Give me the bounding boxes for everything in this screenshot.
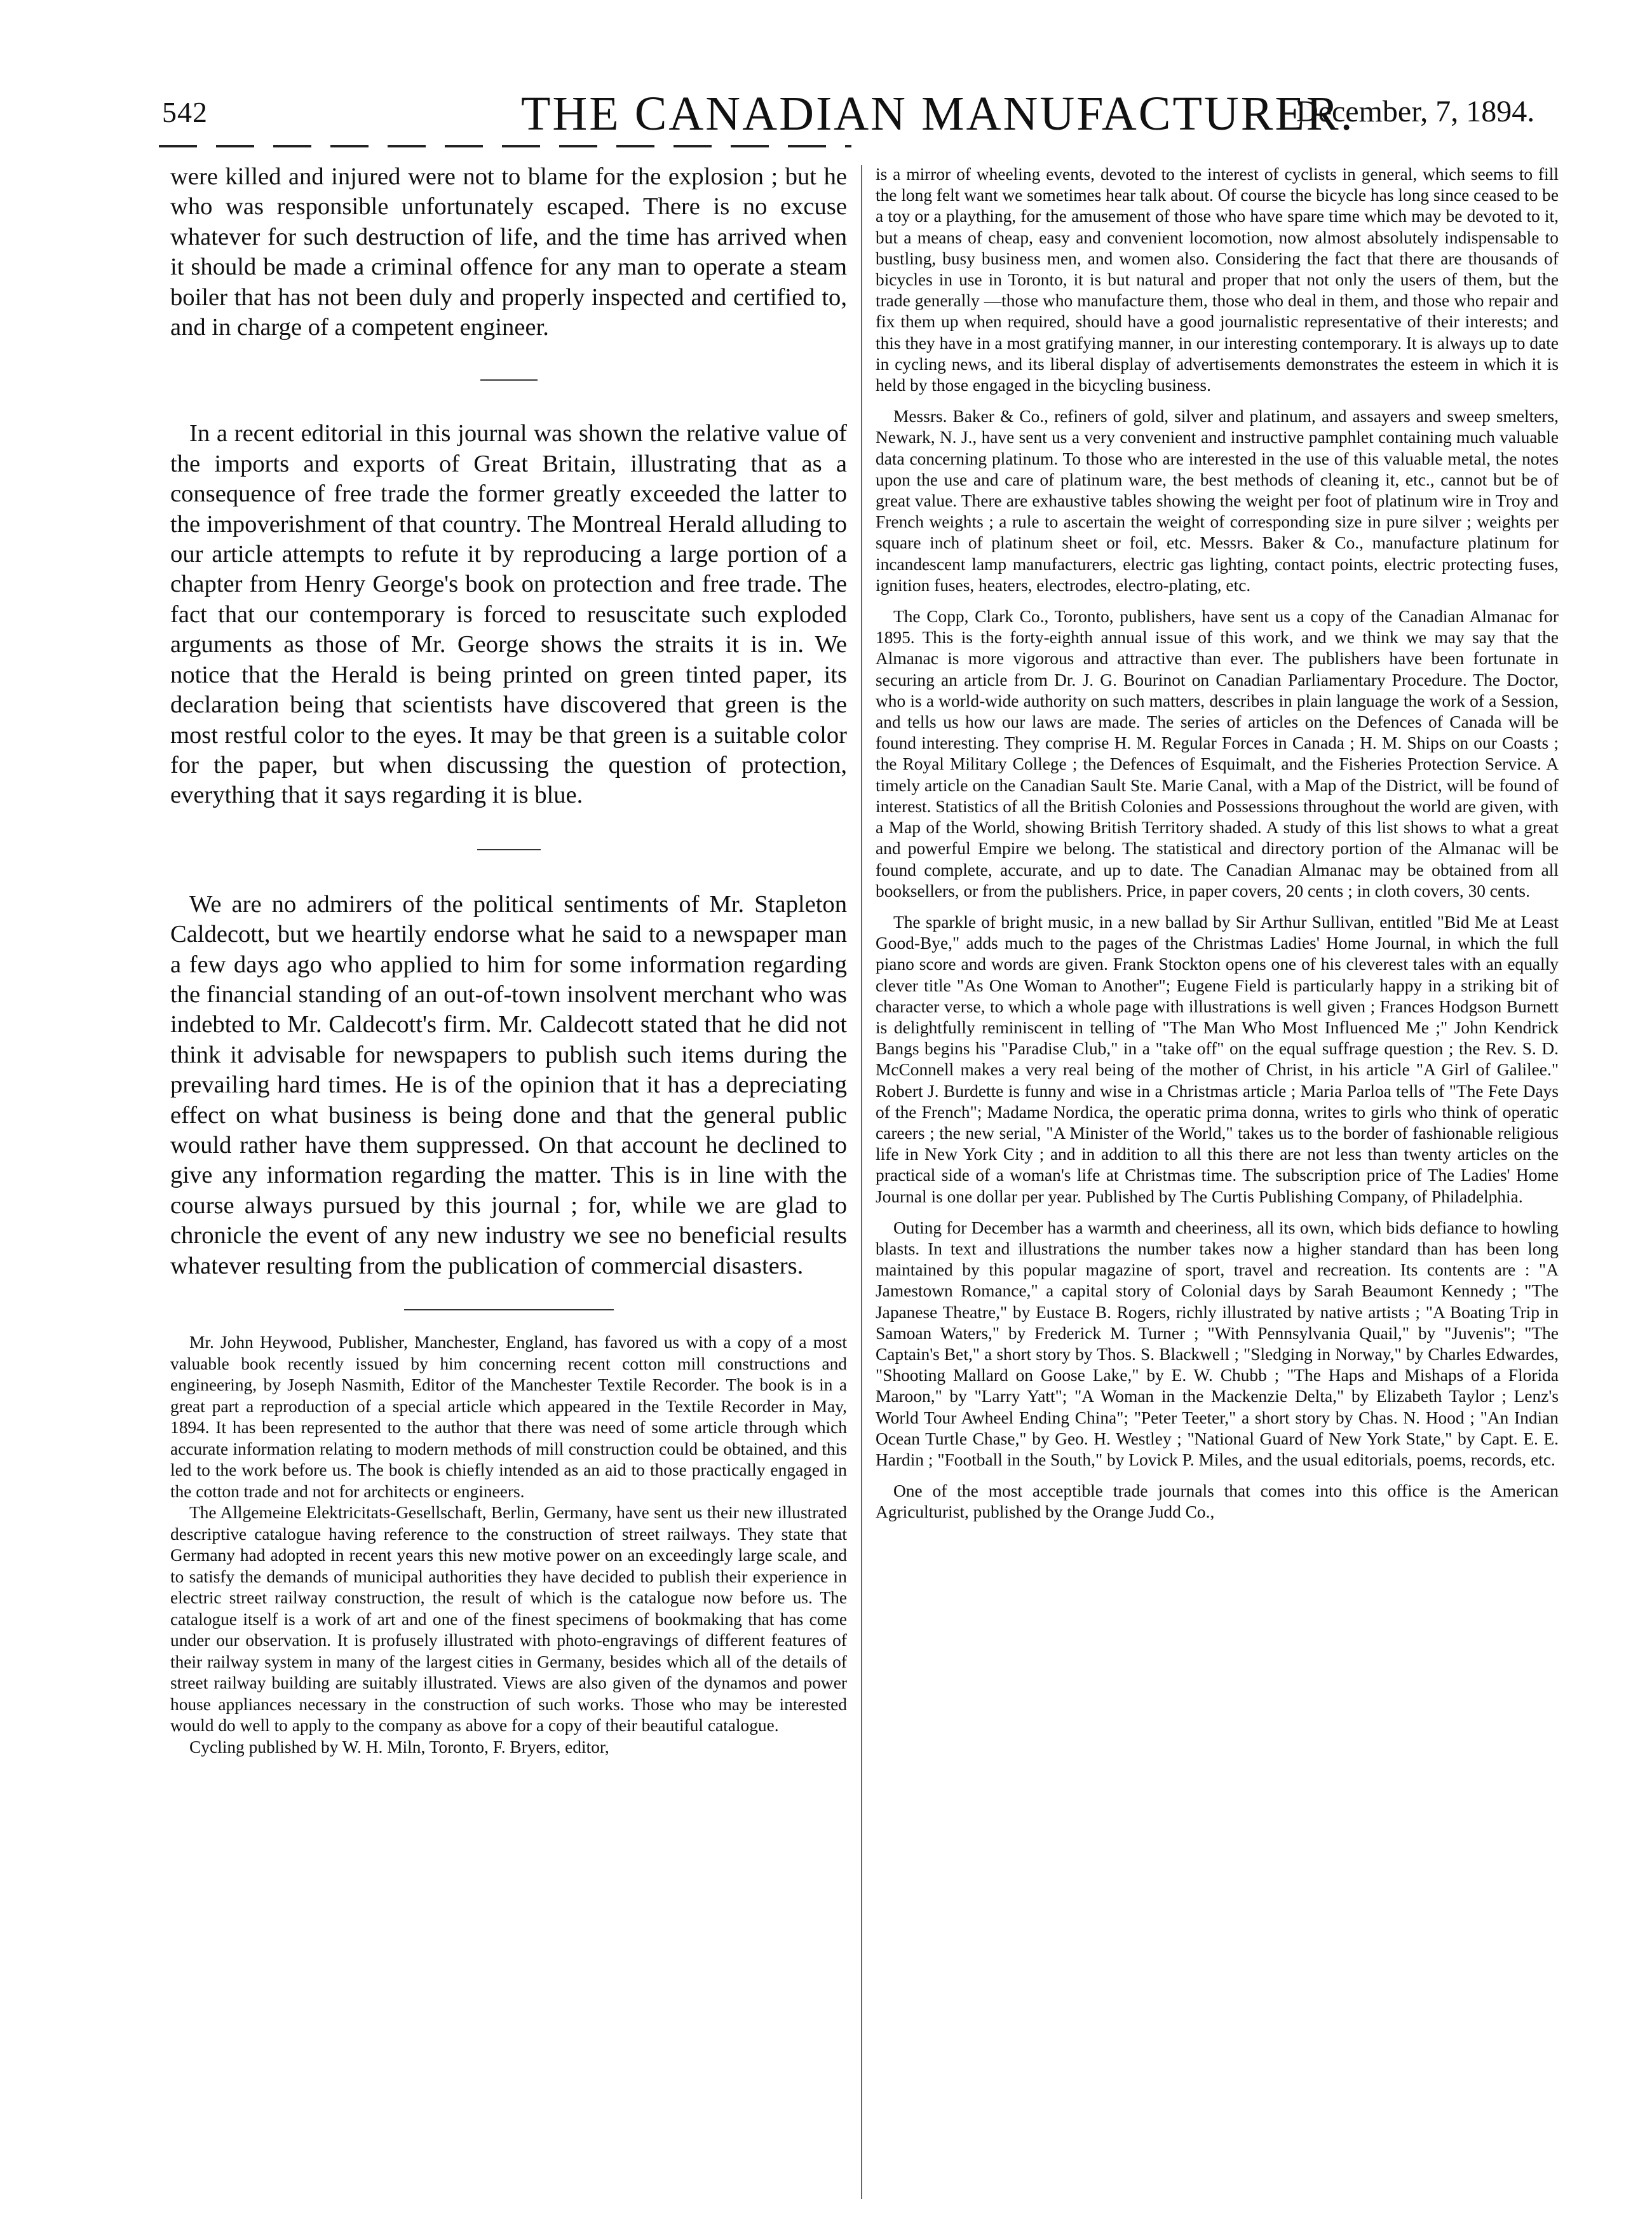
left-column: [170, 162, 847, 1758]
book-notices: [170, 1332, 847, 1758]
notice-elektricitats: The Allgemeine Elektricitats-Gesellschaft, Berlin, Germany, have sent us their new illustrated descriptive catalogue having reference to the construction of street railways. They state that Germany had adopted in recent years this new motive power on an exceedingly large scale, and to satisfy the demands of municipal authorities they have decided to publish their experience in electric street railway construction, the result of which is the catalogue now before us. The catalogue itself is a work of art and one of the finest specimens of bookmaking that has come under our observation. It is profusely illustrated with photo-engravings of different features of their railway system in many of the largest cities in Germany, besides which all of the details of street railway building are suitably illustrated. Views are also given of the dynamos and power house appliances necessary in the construction of such works. Those who may be interested would do well to apply to the company as above for a copy of their beautiful catalogue.: [170, 1503, 847, 1735]
notice-cycling-cont: is a mirror of wheeling events, devoted to the interest of cyclists in general, which seems to fill the long felt want we sometimes hear talk about. Of course the bicycle has long since ceased to be a toy or a plaything, for the amusement of those who have spare time which may be devoted to it, but a means of cheap, easy and convenient locomotion, now almost absolutely indispensable to bustling, busy business men, and women also. Considering the fact that there are thousands of bicycles in use in Toronto, it is but natural and proper that not only the users of them, but the trade generally —those who manufacture them, those who deal in them, and those who repair and fix them up when required, should have a good journalistic representative of their interests; and this they have in a most gratifying manner, in our interesting contemporary. It is always up to date in cycling news, and its liberal display of advertisements demonstrates the esteem in which it is held by those engaged in the bicycling business.: [876, 165, 1559, 395]
section-divider: [480, 379, 538, 381]
editorial-boiler-paragraph: were killed and injured were not to blame for the explosion ; but he who was responsible unfortunately escaped. There is no excuse whatever for such destruction of life, and the time has arrived when it should be made a criminal offence for any man to operate a steam boiler that has not been duly and properly inspected and certified to, and in charge of a competent engineer.: [170, 163, 847, 341]
editorial-caldecott-paragraph: We are no admirers of the political sentiments of Mr. Stapleton Caldecott, but we heartily endorse what he said to a newspaper man a few days ago who applied to him for some information regarding the financial standing of an out-of-town insolvent merchant who was indebted to Mr. Caldecott's firm. Mr. Caldecott stated that he did not think it advisable for newspapers to publish such items during the prevailing hard times. He is of the opinion that it has a depreciating effect on what business is being done and that the general public would rather have them suppressed. On that account he declined to give any information regarding the matter. This is in line with the course always pursued by this journal ; for, while we are glad to chronicle the event of any new industry we see no beneficial results whatever resulting from the publication of commercial disasters.: [170, 890, 847, 1279]
notice-agriculturist: One of the most acceptible trade journals that comes into this office is the American Agriculturist, published by the Orange Judd Co.,: [876, 1481, 1559, 1522]
section-divider: [477, 849, 541, 850]
column-divider: [861, 165, 862, 2199]
right-column: [876, 164, 1559, 1523]
issue-date: December, 7, 1894.: [1296, 95, 1535, 128]
masthead-title: THE CANADIAN MANUFACTURER.: [521, 87, 1355, 140]
notice-outing: Outing for December has a warmth and cheeriness, all its own, which bids defiance to howling blasts. In text and illustrations the number takes now a higher standard than has been long maintained by this popular magazine of sport, travel and recreation. Its contents are : "A Jamestown Romance," a capital story of Colonial days by Sarah Beaumont Kennedy ; "The Japanese Theatre," by Eustace B. Rogers, richly illustrated by native artists ; "A Boating Trip in Samoan Waters," by Frederick M. Turner ; "With Pennsylvania Quail," by "Juvenis"; "The Captain's Bet," a short story by Thos. S. Blackwell ; "Sledging in Norway," by Charles Edwardes, "Shooting Mallard on Goose Lake," by E. W. Chubb ; "The Haps and Mishaps of a Florida Maroon," by "Larry Yatt"; "A Woman in the Mackenzie Delta," by Elizabeth Taylor ; Lenz's World Tour Awheel Ending China"; "Peter Teeter," a short story by Chas. N. Hood ; "An Indian Ocean Turtle Chase," by Geo. H. Westley ; "National Guard of New York State," by Capt. E. E. Hardin ; "Football in the South," by Lovick P. Miles, and the usual editorials, poems, records, etc.: [876, 1218, 1559, 1469]
notice-baker: Messrs. Baker & Co., refiners of gold, silver and platinum, and assayers and sweep smelters, Newark, N. J., have sent us a very convenient and instructive pamphlet containing much valuable data concerning platinum. To those who are interested in the use of this valuable metal, the notes upon the use and care of platinum ware, the best methods of cleaning it, etc., cannot but be of great value. There are exhaustive tables showing the weight per foot of platinum wire in Troy and French weights ; a rule to ascertain the weight of corresponding size in pure silver ; weights per square inch of platinum sheet or foil, etc. Messrs. Baker & Co., manufacture platinum for incandescent lamp manufacturers, electric gas lighting, contact points, electric protecting fuses, ignition fuses, heaters, electrodes, electro-plating, etc.: [876, 407, 1559, 595]
page-number: 542: [162, 96, 208, 128]
notice-ladies-home-journal: The sparkle of bright music, in a new ballad by Sir Arthur Sullivan, entitled "Bid Me at Least Good-Bye," adds much to the pages of the Christmas Ladies' Home Journal, in which the full piano score and words are given. Frank Stockton opens one of his cleverest tales with an equally clever title "As One Woman to Another"; Eugene Field is particularly happy in a striking bit of character verse, to which a whole page with illustrations is well given ; Frances Hodgson Burnett is delightfully reminiscent in telling of "The Man Who Most Influenced Me ;" John Kendrick Bangs begins his "Paradise Club," in a "take off" on the equal suffrage question ; the Rev. S. D. McConnell makes a very real being of the mother of Christ, in his article "A Girl of Galilee." Robert J. Burdette is funny and wise in a Christmas article ; Maria Parloa tells of "The Fete Days of the French"; Madame Nordica, the operatic prima donna, writes to girls who think of operatic careers ; the new serial, "A Minister of the World," takes us to the border of fashionable religious life in New York City ; and in addition to all this there are not less than twenty articles on the practical side of a woman's life at Christmas time. The subscription price of The Ladies' Home Journal is one dollar per year. Published by The Curtis Publishing Company, of Philadelphia.: [876, 912, 1559, 1206]
editorial-herald-paragraph: In a recent editorial in this journal was shown the relative value of the imports and exports of Great Britain, illustrating that as a consequence of free trade the former greatly exceeded the latter to the impoverishment of that country. The Montreal Herald alluding to our article attempts to refute it by reproducing a large portion of a chapter from Henry George's book on protection and free trade. The fact that our contemporary is forced to resuscitate such exploded arguments as those of Mr. George shows the straits it is in. We notice that the Herald is being printed on green tinted paper, its declaration being that scientists have discovered that green is the most restful color to the eyes. It may be that green is a suitable color for the paper, but when discussing the question of protection, everything that it says regarding it is blue.: [170, 420, 847, 809]
editorial-section: [170, 162, 847, 1281]
notice-cycling-start: Cycling published by W. H. Miln, Toronto, F. Bryers, editor,: [189, 1737, 609, 1757]
header-rule: [159, 145, 851, 147]
notice-copp-clark: The Copp, Clark Co., Toronto, publishers, have sent us a copy of the Canadian Almanac for 1895. This is the forty-eighth annual issue of this work, and we think we may say that the Almanac is more vigorous and attractive than ever. The publishers have been fortunate in securing an article from Dr. J. G. Bourinot on Canadian Parliamentary Procedure. The Doctor, who is a world-wide authority on such matters, describes in plain language the work of a Session, and tells us how our laws are made. The series of articles on the Defences of Canada will be found interesting. They comprise H. M. Regular Forces in Canada ; H. M. Ships on our Coasts ; the Royal Military College ; the Defences of Esquimalt, and the Fisheries Protection Service. A timely article on the Canadian Sault Ste. Marie Canal, with a Map of the District, will be found of interest. Statistics of all the British Colonies and Possessions throughout the world are given, with a Map of the World, showing British Territory shaded. A study of this list shows to what a great and powerful Empire we belong. The statistical and directory portion of the Almanac will be found complete, accurate, and up to date. The Canadian Almanac may be obtained from all booksellers, or from the publishers. Price, in paper covers, 20 cents ; in cloth covers, 30 cents.: [876, 607, 1559, 901]
notice-heywood: Mr. John Heywood, Publisher, Manchester, England, has favored us with a copy of a most valuable book recently issued by him concerning recent cotton mill constructions and engineering, by Joseph Nasmith, Editor of the Manchester Textile Recorder. The book is in a great part a reproduction of a special article which appeared in the Textile Recorder in May, 1894. It has been represented to the author that there was need of some article through which accurate information relating to modern methods of mill construction could be obtained, and this led to the work before us. The book is chiefly intended as an aid to those practically engaged in the cotton trade and not for architects or engineers.: [170, 1333, 847, 1501]
section-divider: [404, 1309, 614, 1310]
